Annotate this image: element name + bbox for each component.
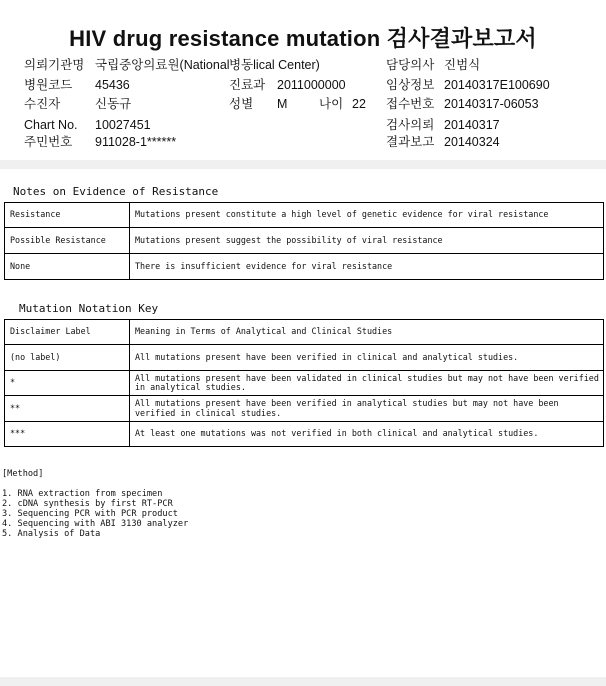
table-row: [5, 203, 604, 228]
method-step: 1. RNA extraction from specimen: [2, 489, 163, 499]
doctor-label: 담당의사: [386, 58, 435, 72]
department-value: 2011000000: [277, 78, 346, 92]
clinical-info-value: 20140317E100690: [444, 78, 550, 92]
receipt-no-value: 20140317-06053: [444, 97, 539, 111]
evidence-label: Resistance: [5, 203, 130, 228]
sex-value: M: [277, 97, 288, 111]
result-report-label: 결과보고: [386, 135, 435, 149]
table-row: [5, 396, 604, 422]
evidence-label: None: [5, 254, 130, 280]
clinical-info-label: 임상정보: [386, 78, 435, 92]
test-request-label: 검사의뢰: [386, 118, 435, 132]
notation-label: ***: [5, 422, 130, 447]
evidence-description: Mutations present suggest the possibility of viral resistance: [130, 228, 604, 254]
age-label: 나이: [319, 97, 344, 111]
method-heading: [Method]: [2, 469, 44, 479]
receipt-no-label: 접수번호: [386, 97, 435, 111]
method-step: 4. Sequencing with ABI 3130 analyzer: [2, 519, 189, 529]
evidence-description: Mutations present constitute a high level of genetic evidence for viral resistance: [130, 203, 604, 228]
notation-header-meaning: Meaning in Terms of Analytical and Clinical Studies: [130, 320, 604, 345]
method-step: 2. cDNA synthesis by first RT-PCR: [2, 499, 173, 509]
sex-label: 성별: [229, 97, 254, 111]
age-value: 22: [352, 97, 366, 111]
department-label: 진료과: [229, 78, 266, 92]
evidence-label: Possible Resistance: [5, 228, 130, 254]
institution-label: 의뢰기관명: [24, 58, 85, 72]
test-request-value: 20140317: [444, 118, 500, 132]
institution-overlap-text: 병동lical Center): [229, 58, 320, 72]
table-row: [5, 320, 604, 345]
table-row: [5, 228, 604, 254]
notation-meaning: At least one mutations was not verified in both clinical and analytical studies.: [130, 422, 604, 447]
notation-key-table: [4, 319, 604, 447]
notation-meaning: All mutations present have been verified in analytical studies but may not have been verified in clinical studies.: [130, 396, 604, 422]
notation-header-label: Disclaimer Label: [5, 320, 130, 345]
hospital-code-value: 45436: [95, 78, 130, 92]
evidence-notes-title: Notes on Evidence of Resistance: [13, 185, 219, 198]
report-title: HIV drug resistance mutation 검사결과보고서: [69, 26, 537, 51]
method-step: 5. Analysis of Data: [2, 529, 101, 539]
table-row: [5, 371, 604, 396]
notation-meaning: All mutations present have been verified in clinical and analytical studies.: [130, 345, 604, 371]
evidence-description: There is insufficient evidence for viral resistance: [130, 254, 604, 280]
notation-label: (no label): [5, 345, 130, 371]
table-row: [5, 345, 604, 371]
evidence-notes-table: [4, 202, 604, 280]
institution-value: 국립중앙의료원(National: [95, 58, 230, 72]
table-row: [5, 254, 604, 280]
resident-no-label: 주민번호: [24, 135, 73, 149]
page-bottom-divider: [0, 677, 606, 686]
table-row: [5, 422, 604, 447]
recipient-label: 수진자: [24, 97, 61, 111]
result-report-value: 20140324: [444, 135, 500, 149]
chart-no-label: Chart No.: [24, 118, 78, 132]
resident-no-value: 911028-1******: [95, 135, 177, 149]
recipient-value: 신동규: [95, 97, 132, 111]
notation-label: **: [5, 396, 130, 422]
notation-key-title: Mutation Notation Key: [19, 302, 159, 315]
notation-meaning: All mutations present have been validated in clinical studies but may not have been verified in analytical studies.: [130, 371, 604, 396]
chart-no-value: 10027451: [95, 118, 151, 132]
doctor-value: 진범식: [444, 58, 481, 72]
method-step: 3. Sequencing PCR with PCR product: [2, 509, 178, 519]
section-divider: [0, 160, 606, 169]
notation-label: *: [5, 371, 130, 396]
hospital-code-label: 병원코드: [24, 78, 73, 92]
